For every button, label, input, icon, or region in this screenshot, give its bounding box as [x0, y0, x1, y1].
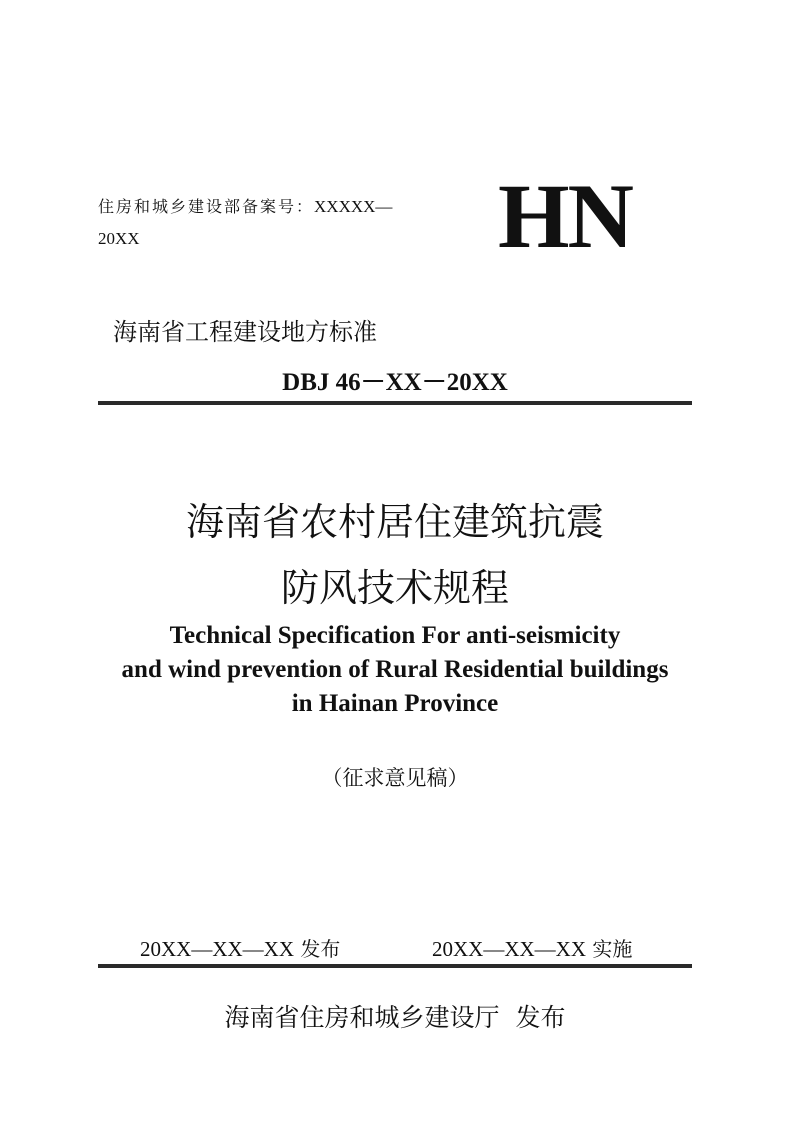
implementation-date-label: 实施 — [592, 937, 633, 961]
bottom-divider — [98, 964, 692, 968]
title-en-line1: Technical Specification For anti-seismicity — [169, 622, 621, 649]
top-divider — [98, 401, 692, 405]
record-number-continued: 20XX — [98, 229, 140, 248]
title-cn-line2: 防风技术规程 — [280, 566, 509, 610]
draft-label: （征求意见稿） — [321, 766, 469, 790]
title-en-line3: in Hainan Province — [291, 690, 499, 717]
title-cn-line1: 海南省农村居住建筑抗震 — [185, 500, 604, 544]
record-number-line — [98, 194, 392, 217]
implementation-date-value: 20XX—XX—XX — [432, 937, 586, 961]
standard-type: 海南省工程建设地方标准 — [113, 318, 377, 346]
province-logo: HN — [498, 165, 632, 267]
title-en-line2: and wind prevention of Rural Residential buildings — [121, 656, 669, 683]
issue-date-value: 20XX—XX—XX — [140, 937, 294, 961]
publisher: 海南省住房和城乡建设厅 发布 — [224, 1003, 566, 1032]
record-label: 住房和城乡建设部备案号： — [98, 197, 315, 216]
standard-code: DBJ 46－XX－20XX — [282, 369, 508, 396]
issue-date-label: 发布 — [300, 937, 341, 961]
record-number: XXXXX— — [314, 197, 393, 216]
implementation-date — [432, 933, 632, 962]
issue-date — [140, 933, 340, 962]
